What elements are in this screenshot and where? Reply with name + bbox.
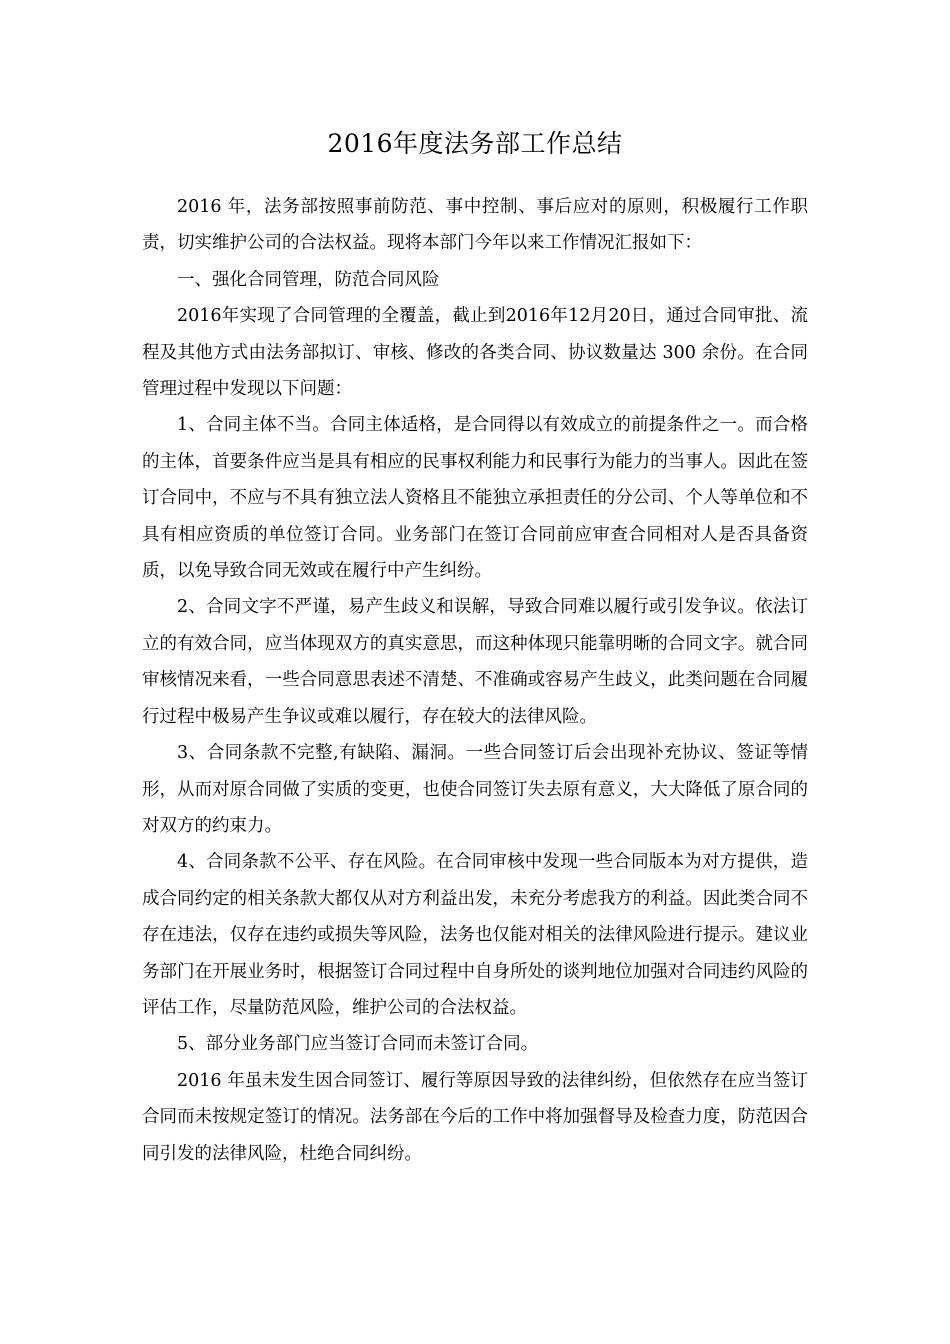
paragraph-intro: 2016 年，法务部按照事前防范、事中控制、事后应对的原则，积极履行工作职责，切实维护公司的合法权益。现将本部门今年以来工作情况汇报如下： — [142, 197, 808, 254]
document-title: 2016年度法务部工作总结 — [327, 129, 623, 158]
paragraph-issue-3: 3、合同条款不完整,有缺陷、漏洞。一些合同签订后会出现补充协议、签证等情形，从而对原合同做了实质的变更，也使合同签订失去原有意义，大大降低了原合同的对双方的约束力。 — [142, 743, 808, 836]
document-body — [142, 189, 808, 1172]
paragraph-summary: 2016年实现了合同管理的全覆盖，截止到2016年12月20日，通过合同审批、流程及其他方式由法务部拟订、审核、修改的各类合同、协议数量达 300 余份。在合同管理过程中发现以下问题： — [142, 306, 808, 400]
paragraph-conclusion: 2016 年虽未发生因合同签订、履行等原因导致的法律纠纷，但依然存在应当签订合同而未按规定签订的情况。法务部在今后的工作中将加强督导及检查力度，防范因合同引发的法律风险，杜绝合同纠纷。 — [142, 1070, 808, 1164]
paragraph-issue-5: 5、部分业务部门应当签订合同而未签订合同。 — [177, 1034, 539, 1055]
paragraph-issue-1: 1、合同主体不当。合同主体适格，是合同得以有效成立的前提条件之一。而合格的主体，首要条件应当是具有相应的民事权利能力和民事行为能力的当事人。因此在签订合同中，不应与不具有独立法人资格且不能独立承担责任的分公司、个人等单位和不具有相应资质的单位签订合同。业务部门在签订合同前应审查合同相对人是否具备资质，以免导致合同无效或在履行中产生纠纷。 — [142, 415, 808, 582]
paragraph-issue-4: 4、合同条款不公平、存在风险。在合同审核中发现一些合同版本为对方提供，造成合同约定的相关条款大都仅从对方利益出发，未充分考虑我方的利益。因此类合同不存在违法，仅存在违约或损失等风险，法务也仅能对相关的法律风险进行提示。建议业务部门在开展业务时，根据签订合同过程中自身所处的谈判地位加强对合同违约风险的评估工作，尽量防范风险，维护公司的合法权益。 — [142, 852, 808, 1018]
section-heading: 一、强化合同管理，防范合同风险 — [177, 269, 440, 290]
paragraph-issue-2: 2、合同文字不严谨，易产生歧义和误解，导致合同难以履行或引发争议。依法订立的有效合同，应当体现双方的真实意思，而这种体现只能靠明晰的合同文字。就合同审核情况来看，一些合同意思表述不清楚、不准确或容易产生歧义，此类问题在合同履行过程中极易产生争议或难以履行，存在较大的法律风险。 — [142, 597, 808, 727]
